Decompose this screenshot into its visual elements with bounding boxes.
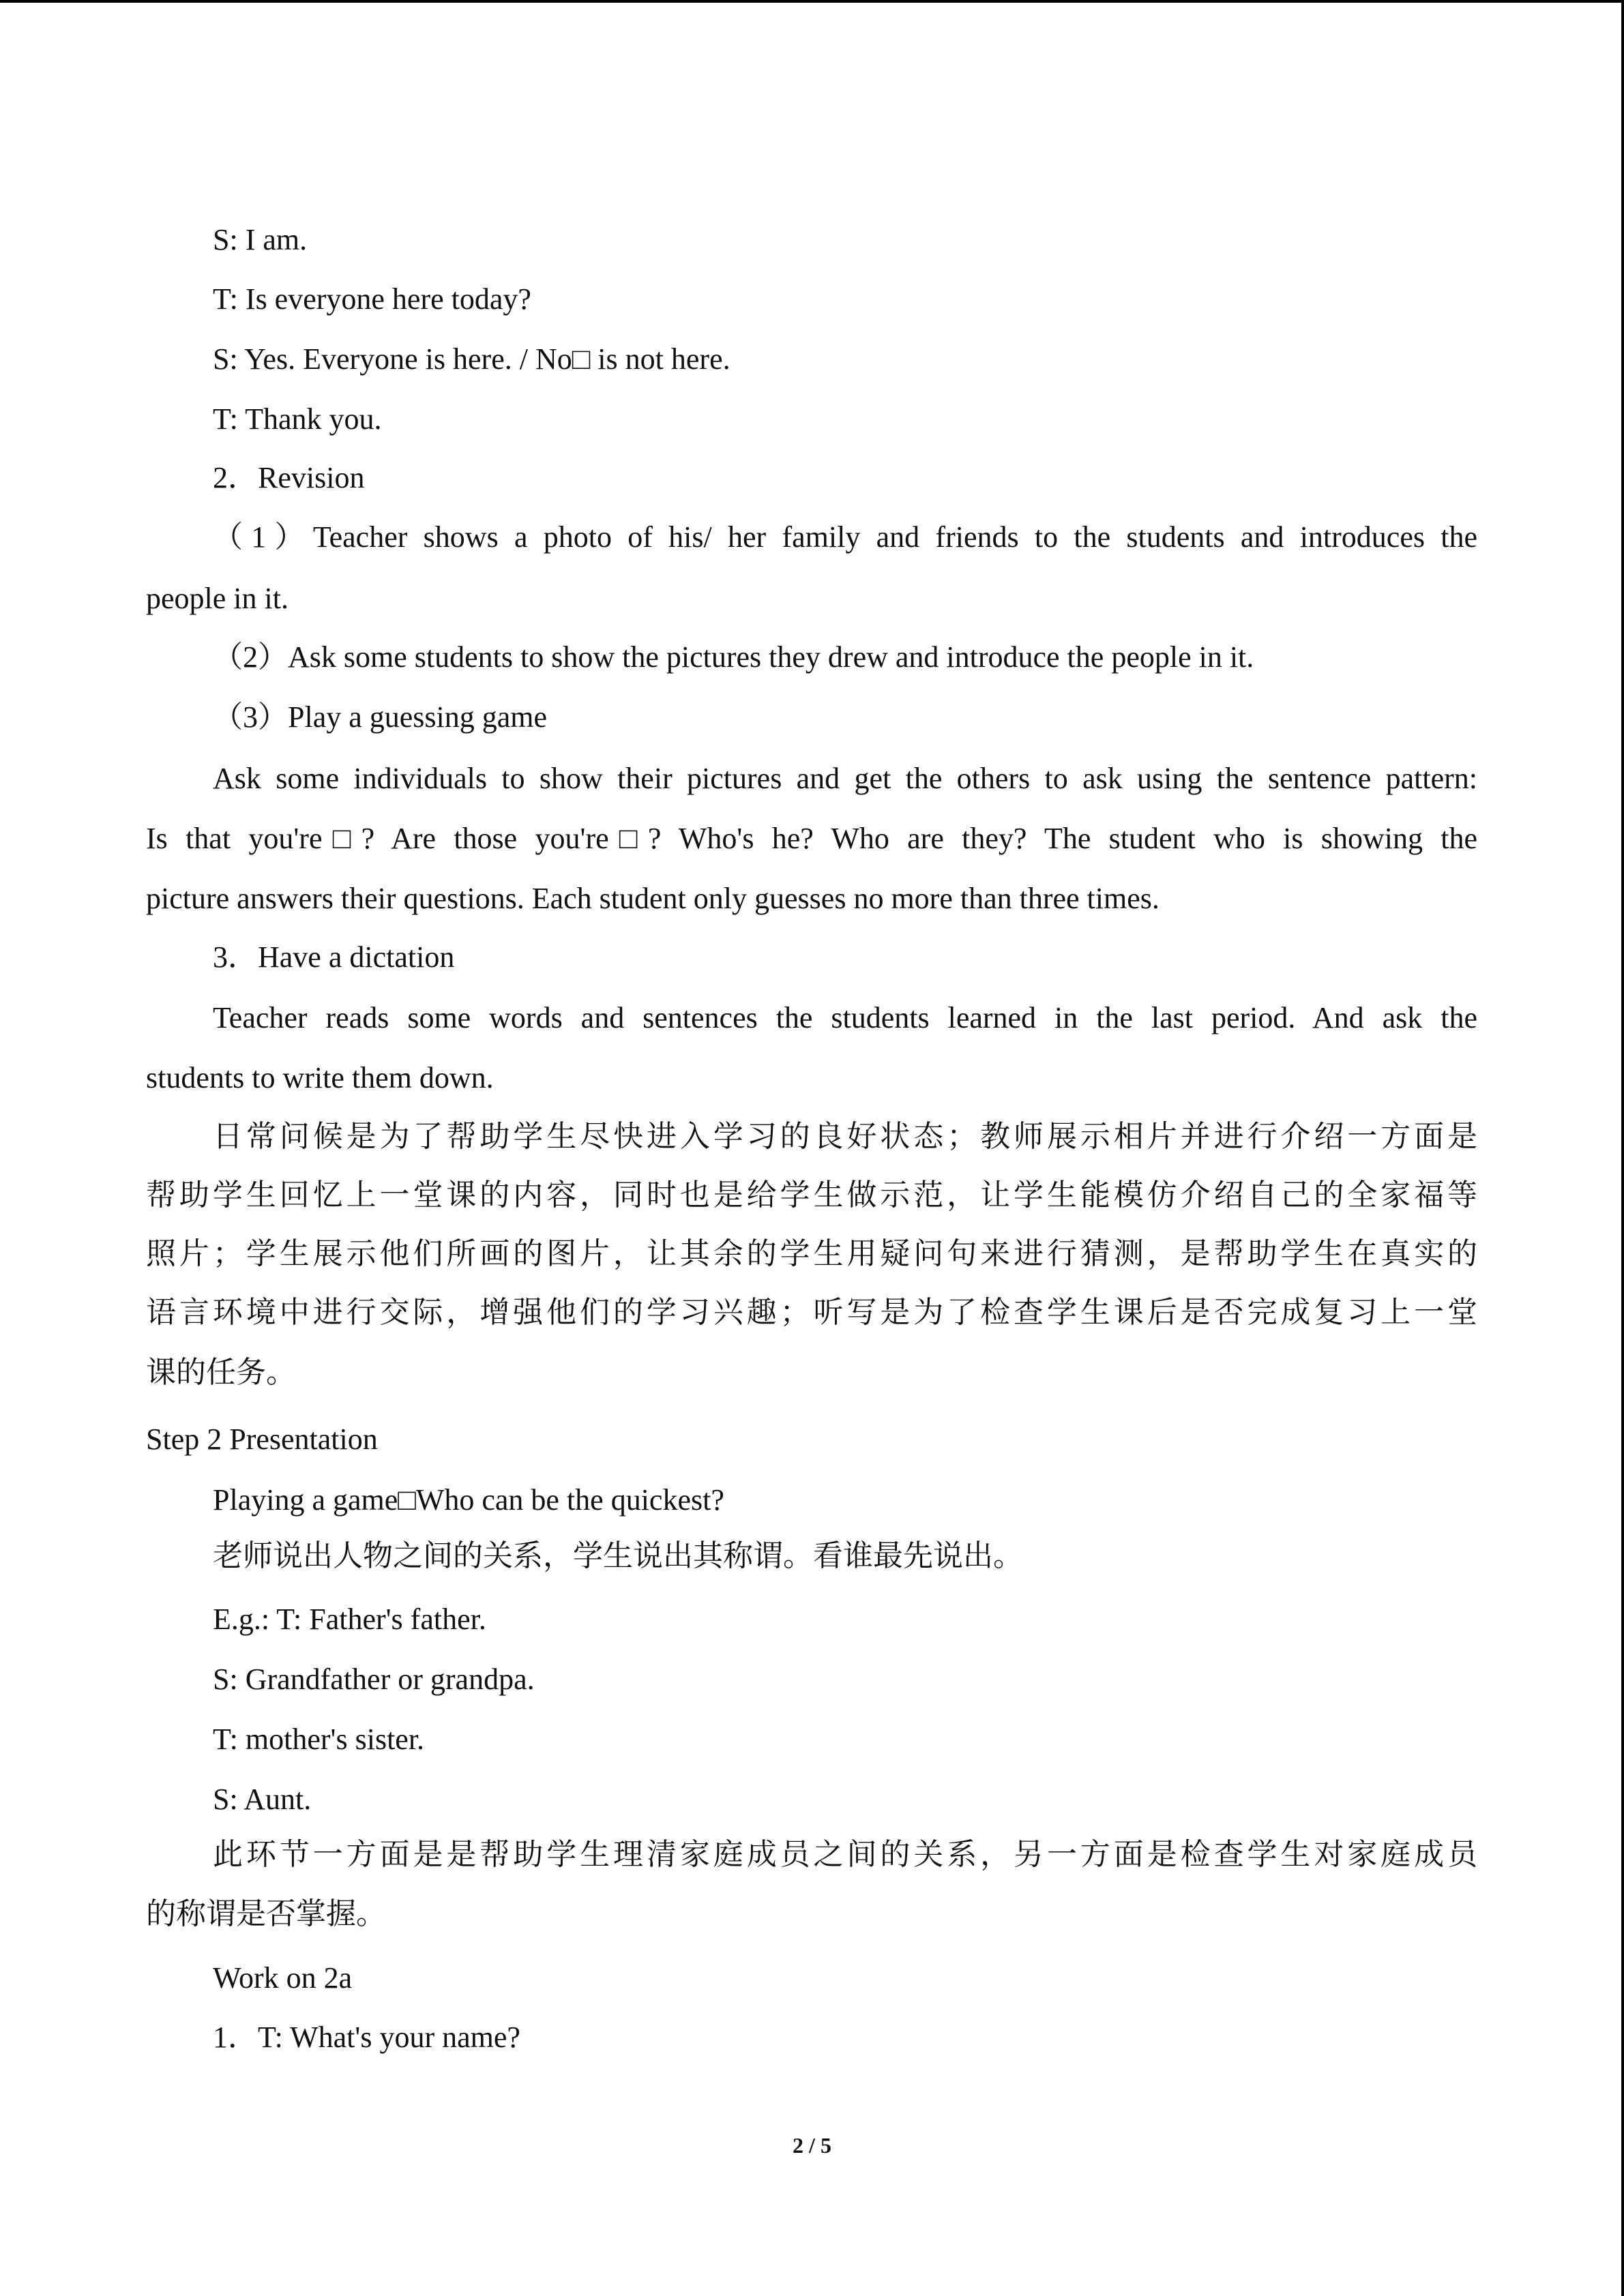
- paragraph-line: Is that you're□? Are those you're□? Who's he? Who are they? The student who is showing the: [146, 822, 1477, 855]
- activity-title: Playing a game□Who can be the quickest?: [213, 1483, 724, 1517]
- paragraph-line: students to write them down.: [146, 1061, 494, 1094]
- chinese-paragraph-line: 日常问候是为了帮助学生尽快进入学习的良好状态；教师展示相片并进行介绍一方面是: [213, 1119, 1477, 1154]
- step-heading: Step 2 Presentation: [146, 1422, 378, 1456]
- chinese-paragraph-line: 此环节一方面是是帮助学生理清家庭成员之间的关系，另一方面是检查学生对家庭成员: [213, 1837, 1477, 1872]
- section-heading: 2．Revision: [213, 461, 365, 494]
- dialogue-line: T: Thank you.: [213, 402, 382, 436]
- paragraph-line: picture answers their questions. Each student only guesses no more than three times.: [146, 882, 1160, 915]
- paragraph-line: Teacher reads some words and sentences the students learned in the last period. And ask the: [213, 1001, 1477, 1034]
- chinese-paragraph-line: 的称谓是否掌握。: [146, 1896, 386, 1931]
- section-heading: 3．Have a dictation: [213, 940, 455, 974]
- dialogue-line: E.g.: T: Father's father.: [213, 1602, 486, 1636]
- paragraph-line: （3）Play a guessing game: [213, 700, 548, 734]
- dialogue-line: S: I am.: [213, 223, 308, 256]
- chinese-paragraph-line: 帮助学生回忆上一堂课的内容，同时也是给学生做示范，让学生能模仿介绍自己的全家福等: [146, 1178, 1477, 1212]
- paragraph-line: people in it.: [146, 582, 289, 615]
- paragraph-line: Ask some individuals to show their pictures and get the others to ask using the sentence pattern:: [213, 762, 1477, 795]
- paragraph-line: （2）Ask some students to show the pictures they drew and introduce the people in it.: [213, 640, 1254, 674]
- dialogue-line: S: Aunt.: [213, 1783, 312, 1816]
- activity-title: Work on 2a: [213, 1961, 353, 1995]
- dialogue-line: S: Grandfather or grandpa.: [213, 1663, 535, 1696]
- dialogue-line: T: mother's sister.: [213, 1723, 425, 1756]
- dialogue-line: 1．T: What's your name?: [213, 2021, 520, 2054]
- chinese-paragraph-line: 照片；学生展示他们所画的图片，让其余的学生用疑问句来进行猜测，是帮助学生在真实的: [146, 1236, 1477, 1271]
- chinese-paragraph-line: 语言环境中进行交际，增强他们的学习兴趣；听写是为了检查学生课后是否完成复习上一堂: [146, 1295, 1477, 1330]
- paragraph-line: （1）Teacher shows a photo of his/ her family and friends to the students and introduces the: [213, 520, 1477, 554]
- chinese-paragraph-line: 课的任务。: [146, 1355, 296, 1390]
- chinese-instruction: 老师说出人物之间的关系，学生说出其称谓。看谁最先说出。: [213, 1538, 1023, 1573]
- page-number: 2 / 5: [793, 2133, 831, 2158]
- dialogue-line: S: Yes. Everyone is here. / No□ is not here.: [213, 342, 730, 376]
- dialogue-line: T: Is everyone here today?: [213, 282, 531, 316]
